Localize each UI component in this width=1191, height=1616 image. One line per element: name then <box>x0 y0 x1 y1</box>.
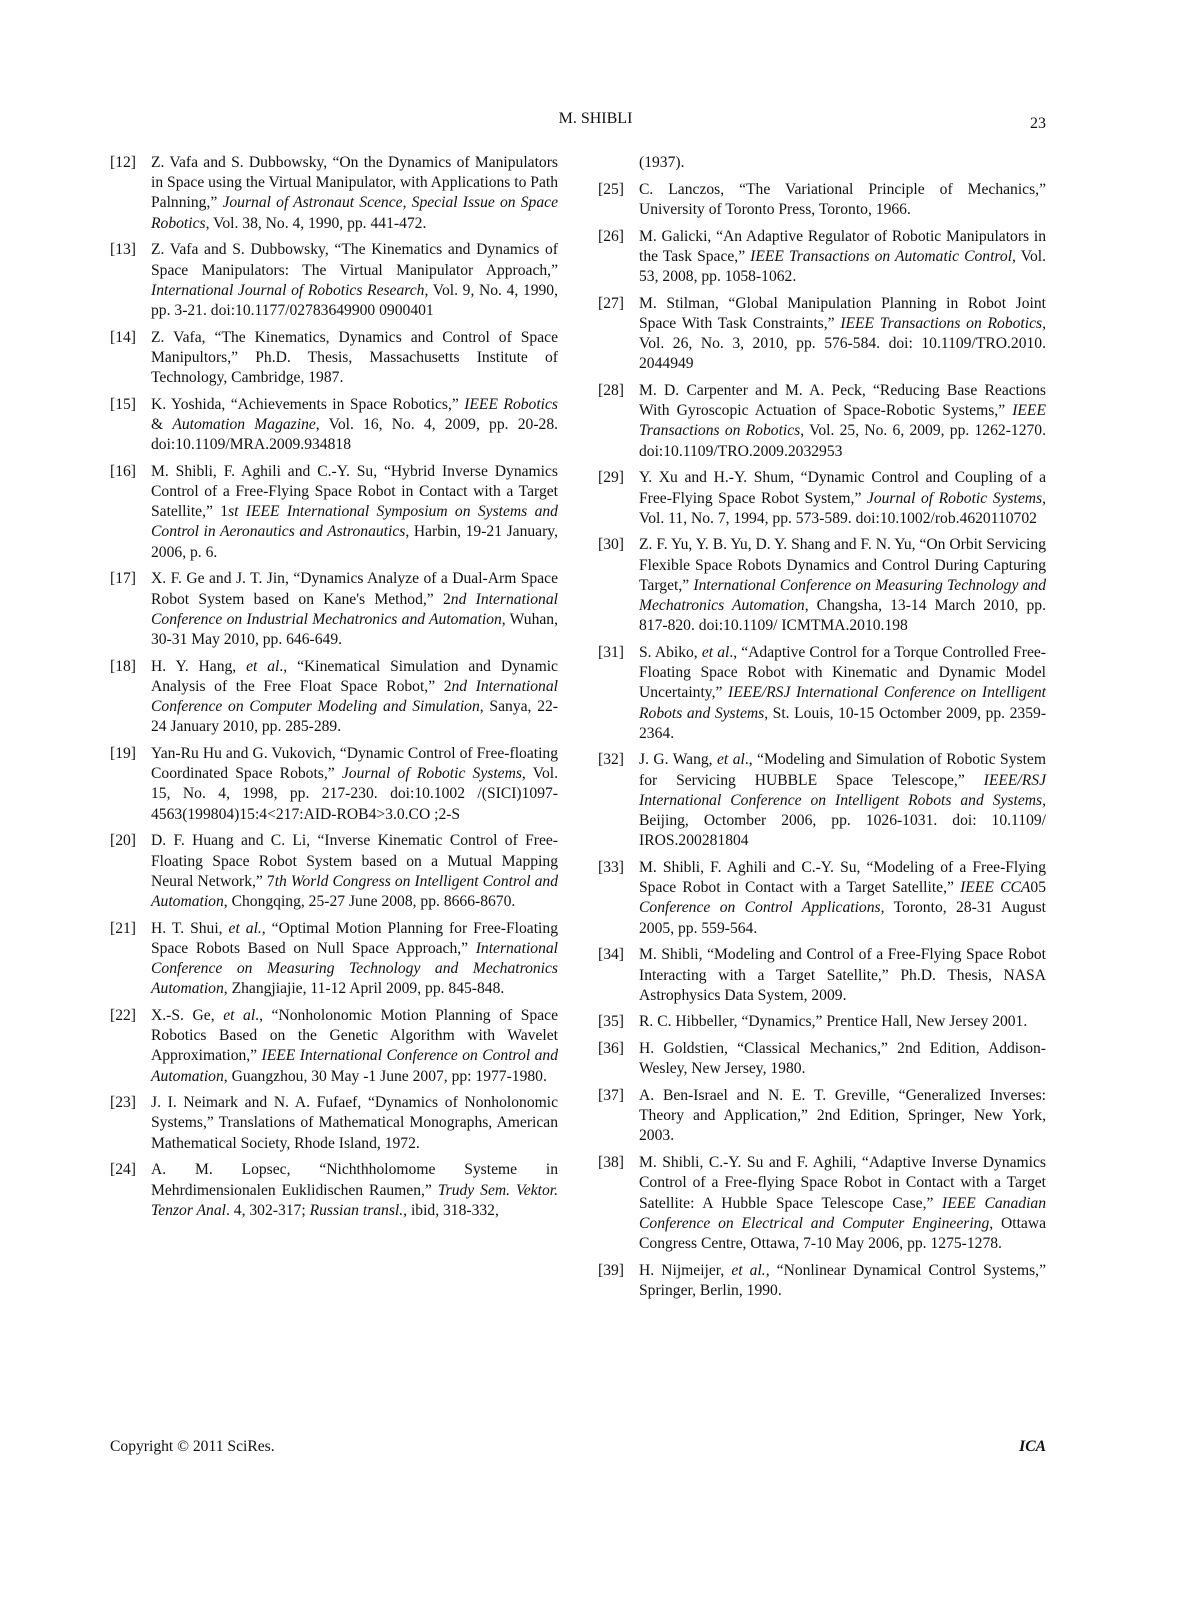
reference-text: A. Ben-Israel and N. E. T. Greville, “Generalized Inverses: Theory and Application,” 2nd Edition, Springer, New York, 2003. <box>639 1087 1046 1145</box>
reference-entry <box>110 1006 558 1087</box>
reference-number: [32] <box>598 751 624 769</box>
reference-text: Vol. 26, No. 3, 2010, pp. 576-584. doi: 10.1109/TRO.2010. 2044949 <box>639 335 1046 373</box>
reference-number: [20] <box>110 832 136 850</box>
reference-italic-text: IEEE Transactions on Robotics, <box>840 314 1046 332</box>
reference-number: [36] <box>598 1040 624 1058</box>
reference-entry <box>598 1261 1046 1301</box>
reference-text: M. Shibli, “Modeling and Control of a Free-Flying Space Robot Interacting with a Target Satellite,” Ph.D. Thesis, NASA Astrophysics Data System, 2009. <box>639 946 1046 1004</box>
reference-entry <box>598 227 1046 288</box>
reference-italic-text: et al. <box>731 1261 766 1279</box>
reference-entry <box>598 643 1046 744</box>
reference-italic-text: st IEEE International Symposium on Systems and Control in Aeronautics and Astronautics <box>151 503 558 541</box>
reference-number: [22] <box>110 1006 136 1024</box>
reference-number: [37] <box>598 1087 624 1105</box>
reference-text: M. D. Carpenter and M. A. Peck, “Reducing Base Reactions With Gyroscopic Actuation of Space-Robotic Systems,” <box>639 382 1046 420</box>
reference-text: , Toronto, 28-31 August 2005, pp. 559-564. <box>639 899 1046 937</box>
reference-italic-text: Journal of Robotic Systems <box>866 489 1043 507</box>
reference-entry <box>598 535 1046 636</box>
reference-text: M. Stilman, “Global Manipulation Planning in Robot Joint Space With Task Constraints,” <box>639 294 1046 332</box>
reference-italic-text: Trudy Sem. Vektor. Tenzor Anal <box>151 1181 559 1219</box>
reference-italic-text: nd International Conference on Industrial Mechatronics and Automation <box>151 590 558 628</box>
reference-text: , “Nonlinear Dynamical Control Systems,” Springer, Berlin, 1990. <box>639 1261 1046 1299</box>
reference-text: C. Lanczos, “The Variational Principle of Mechanics,” University of Toronto Press, Toronto, 1966. <box>639 180 1046 218</box>
reference-entry <box>598 468 1046 529</box>
reference-text: , Vol. 25, No. 6, 2009, pp. 1262-1270. doi:10.1109/TRO.2009.2032953 <box>639 422 1046 460</box>
reference-text: Z. Vafa, “The Kinematics, Dynamics and Control of Space Manipultors,” Ph.D. Thesis, Massachusetts Institute of Technology, Cambridge, 1987. <box>151 328 558 387</box>
reference-italic-text: IEEE CCA <box>960 879 1031 897</box>
reference-number: [13] <box>110 241 136 259</box>
reference-italic-text: et al <box>701 643 730 661</box>
reference-text: Yan-Ru Hu and G. Vukovich, “Dynamic Control of Free-floating Coordinated Space Robots,” <box>151 744 558 783</box>
reference-entry <box>598 180 1046 220</box>
reference-italic-text: Russian transl. <box>309 1201 404 1219</box>
reference-entry <box>598 1039 1046 1079</box>
reference-entry <box>110 831 558 912</box>
reference-text: , <box>402 194 412 212</box>
reference-text: M. Shibli, F. Aghili and C.-Y. Su, “Modeling of a Free-Flying Space Robot in Contact with a Target Satellite,” <box>639 859 1046 897</box>
reference-italic-text: IEEE International Conference on Control and Automation <box>151 1047 558 1085</box>
reference-text: Z. Vafa and S. Dubbowsky, “On the Dynamics of Manipulators in Space using the Virtual Manipulator, with Applications to Path Palnning,” <box>151 154 559 212</box>
reference-entry <box>598 1153 1046 1254</box>
reference-text: , Changsha, 13-14 March 2010, pp. 817-820. doi:10.1109/ ICMTMA.2010.198 <box>639 597 1046 635</box>
reference-entry <box>110 1093 558 1154</box>
reference-text: H. Y. Hang, <box>151 657 247 675</box>
reference-text: , St. Louis, 10-15 Octomber 2009, pp. 2359-2364. <box>639 704 1047 742</box>
reference-italic-text: et al <box>717 751 745 769</box>
reference-number: [23] <box>110 1094 136 1112</box>
reference-text: , Vol. 53, 2008, pp. 1058-1062. <box>639 247 1046 286</box>
reference-text: ., “Modeling and Simulation of Robotic System for Servicing HUBBLE Space Telescope,” <box>639 751 1046 789</box>
reference-text: ., “Adaptive Control for a Torque Controlled Free-Floating Space Robot with Kinematic and Dynamic Model Uncertainty,” <box>639 643 1046 702</box>
reference-italic-text: IEEE/RSJ International Conference on Intelligent Robots and Systems <box>639 771 1046 809</box>
reference-text: , Chongqing, 25-27 June 2008, pp. 8666-8670. <box>223 892 516 910</box>
footer-journal: ICA <box>1019 1438 1046 1455</box>
reference-text: & <box>151 415 173 433</box>
reference-number: [12] <box>110 154 136 171</box>
reference-entry <box>110 1160 558 1221</box>
reference-text: ., “Nonholonomic Motion Planning of Space Robotics Based on the Genetic Algorithm with Wavelet Approximation,” <box>151 1006 558 1065</box>
reference-italic-text: Special Issue on Space Robotics <box>151 194 558 232</box>
reference-text: A. M. Lopsec, “Nichthholomome Systeme in Mehrdimensionalen Euklidischen Raumen,” <box>151 1161 558 1199</box>
reference-text: X. F. Ge and J. T. Jin, “Dynamics Analyze of a Dual-Arm Space Robot System based on Kane's Method,” 2 <box>151 570 558 608</box>
reference-italic-text: et al <box>223 1006 256 1024</box>
reference-text: ., “Kinematical Simulation and Dynamic Analysis of the Free Float Space Robot,” 2 <box>151 657 558 695</box>
reference-italic-text: Automation Magazine <box>172 415 316 433</box>
reference-italic-text: et al. <box>228 919 262 937</box>
reference-entry <box>598 1086 1046 1147</box>
page-number: 23 <box>1030 115 1046 132</box>
reference-number: [19] <box>110 744 136 762</box>
reference-text: M. Galicki, “An Adaptive Regulator of Robotic Manipulators in the Task Space,” <box>639 227 1046 265</box>
reference-italic-text: nd International Conference on Computer Modeling and Simulation <box>151 677 558 716</box>
reference-italic-text: Journal of Astronaut Scence <box>222 194 403 212</box>
reference-text: , “Optimal Motion Planning for Free-Floating Space Robots Based on Null Space Approach,” <box>151 919 558 957</box>
reference-italic-text: Journal of Robotic Systems <box>341 765 522 783</box>
references-left-column <box>110 153 558 1227</box>
reference-entry <box>598 1012 1046 1032</box>
reference-entry <box>110 744 558 825</box>
reference-text: , Zhangjiajie, 11-12 April 2009, pp. 845-848. <box>223 980 505 998</box>
reference-continuation: (1937). <box>639 154 685 171</box>
reference-text: H. Goldstien, “Classical Mechanics,” 2nd Edition, Addison-Wesley, New Jersey, 1980. <box>639 1040 1046 1078</box>
reference-text: Y. Xu and H.-Y. Shum, “Dynamic Control and Coupling of a Free-Flying Space Robot System,” <box>639 469 1046 507</box>
reference-text: X.-S. Ge, <box>151 1006 224 1024</box>
reference-text: , Ottawa Congress Centre, Ottawa, 7-10 May 2006, pp. 1275-1278. <box>639 1214 1046 1252</box>
reference-number: [29] <box>598 469 624 487</box>
reference-number: [27] <box>598 294 624 312</box>
reference-text: H. T. Shui, <box>151 919 229 937</box>
reference-text: , Vol. 16, No. 4, 2009, pp. 20-28. doi:10.1109/MRA.2009.934818 <box>151 415 559 454</box>
reference-entry <box>110 328 558 389</box>
reference-entry <box>110 657 558 738</box>
reference-entry <box>598 381 1046 462</box>
reference-text: , Wuhan, 30-31 May 2010, pp. 646-649. <box>151 610 558 648</box>
reference-italic-text: et al <box>246 657 280 675</box>
reference-text: , ibid, 318-332, <box>403 1201 499 1219</box>
reference-number: [28] <box>598 382 624 400</box>
reference-text: Z. F. Yu, Y. B. Yu, D. Y. Shang and F. N. Yu, “On Orbit Servicing Flexible Space Robots Dynamics and Control During Capturing Target,” <box>639 536 1046 594</box>
reference-entry <box>598 750 1046 851</box>
references-right-column <box>598 153 1046 1308</box>
reference-entry <box>110 919 558 1000</box>
reference-number: [24] <box>110 1161 136 1179</box>
reference-entry <box>598 858 1046 939</box>
reference-number: [18] <box>110 657 136 675</box>
reference-italic-text: IEEE Transactions on Robotics <box>639 402 1046 440</box>
reference-italic-text: IEEE Robotics <box>464 395 558 413</box>
reference-entry <box>110 569 558 650</box>
reference-number: [30] <box>598 536 624 554</box>
reference-number: [15] <box>110 395 136 413</box>
reference-text: , Sanya, 22-24 January 2010, pp. 285-289. <box>151 698 558 736</box>
reference-text: M. Shibli, F. Aghili and C.-Y. Su, “Hybrid Inverse Dynamics Control of a Free-Flying Space Robot in Contact with a Target Satellite,” 1 <box>151 462 558 521</box>
reference-number: [25] <box>598 180 624 198</box>
reference-entry <box>110 462 558 563</box>
reference-entry <box>598 294 1046 375</box>
reference-text: S. Abiko, <box>639 643 702 661</box>
reference-text: R. C. Hibbeller, “Dynamics,” Prentice Hall, New Jersey 2001. <box>639 1013 1028 1031</box>
reference-text: H. Nijmeijer, <box>639 1261 732 1279</box>
reference-text: . 4, 302-317; <box>225 1201 310 1219</box>
reference-text: , Vol. 38, No. 4, 1990, pp. 441-472. <box>205 214 427 232</box>
reference-text: J. G. Wang, <box>639 751 718 769</box>
reference-italic-text: International Journal of Robotics Research <box>151 281 425 299</box>
reference-number: [34] <box>598 946 624 964</box>
reference-text: K. Yoshida, “Achievements in Space Robotics,” <box>151 395 465 413</box>
running-header-author: M. SHIBLI <box>558 110 633 127</box>
reference-italic-text: IEEE Canadian Conference on Electrical and Computer Engineering <box>639 1194 1046 1232</box>
reference-text: Z. Vafa and S. Dubbowsky, “The Kinematics and Dynamics of Space Manipulators: The Virtual Manipulator Approach,” <box>151 241 558 279</box>
footer-copyright: Copyright © 2011 SciRes. <box>110 1438 275 1455</box>
reference-italic-text: International Conference on Measuring Technology and Mechatronics Automation <box>639 576 1046 615</box>
reference-text: M. Shibli, C.-Y. Su and F. Aghili, “Adaptive Inverse Dynamics Control of a Free-flying Space Robot in Contact with a Target Satellite: A Hubble Space Telescope Case,” <box>639 1154 1046 1212</box>
reference-text: , Vol. 11, No. 7, 1994, pp. 573-589. doi:10.1002/rob.4620110702 <box>639 489 1046 527</box>
reference-italic-text: IEEE/RSJ International Conference on Intelligent Robots and Systems <box>639 684 1047 722</box>
reference-text: D. F. Huang and C. Li, “Inverse Kinematic Control of Free-Floating Space Robot System based on a Mutual Mapping Neural Network,” 7 <box>151 832 558 890</box>
reference-number: [31] <box>598 643 624 661</box>
reference-number: [16] <box>110 462 136 480</box>
reference-entry <box>110 240 558 321</box>
reference-entry <box>110 153 558 234</box>
reference-number: [39] <box>598 1261 624 1279</box>
reference-text: 05 <box>1030 879 1046 897</box>
reference-number: [21] <box>110 919 136 937</box>
reference-number: [33] <box>598 859 624 876</box>
reference-italic-text: IEEE Transactions on Automatic Control <box>750 247 1013 265</box>
reference-number: [17] <box>110 570 136 588</box>
reference-entry <box>110 395 558 456</box>
reference-italic-text: th World Congress on Intelligent Control and Automation <box>151 872 559 910</box>
reference-text: J. I. Neimark and N. A. Fufaef, “Dynamics of Nonholonomic Systems,” Translations of Mathematical Monographs, American Mathematical Society, Rhode Island, 1972. <box>151 1094 558 1152</box>
reference-italic-text: International Conference on Measuring Technology and Mechatronics Automation <box>151 939 558 998</box>
reference-number: [26] <box>598 227 624 245</box>
reference-text: , Vol. 9, No. 4, 1990, pp. 3-21. doi:10.1177/02783649900 0900401 <box>151 281 558 319</box>
reference-text: , Vol. 15, No. 4, 1998, pp. 217-230. doi:10.1002 /(SICI)1097-4563(199804)15:4<217:AID-ROB4>3.0.CO ;2-S <box>151 765 558 823</box>
reference-text: , Guangzhou, 30 May -1 June 2007, pp: 1977-1980. <box>223 1067 547 1085</box>
reference-number: [38] <box>598 1154 624 1172</box>
reference-italic-text: Conference on Control Applications <box>639 899 881 917</box>
reference-text: , Harbin, 19-21 January, 2006, p. 6. <box>151 523 558 561</box>
reference-text: , Beijing, Octomber 2006, pp. 1026-1031. doi: 10.1109/ IROS.200281804 <box>639 791 1046 850</box>
reference-entry <box>598 945 1046 1006</box>
reference-number: [35] <box>598 1013 624 1031</box>
reference-number: [14] <box>110 328 136 346</box>
